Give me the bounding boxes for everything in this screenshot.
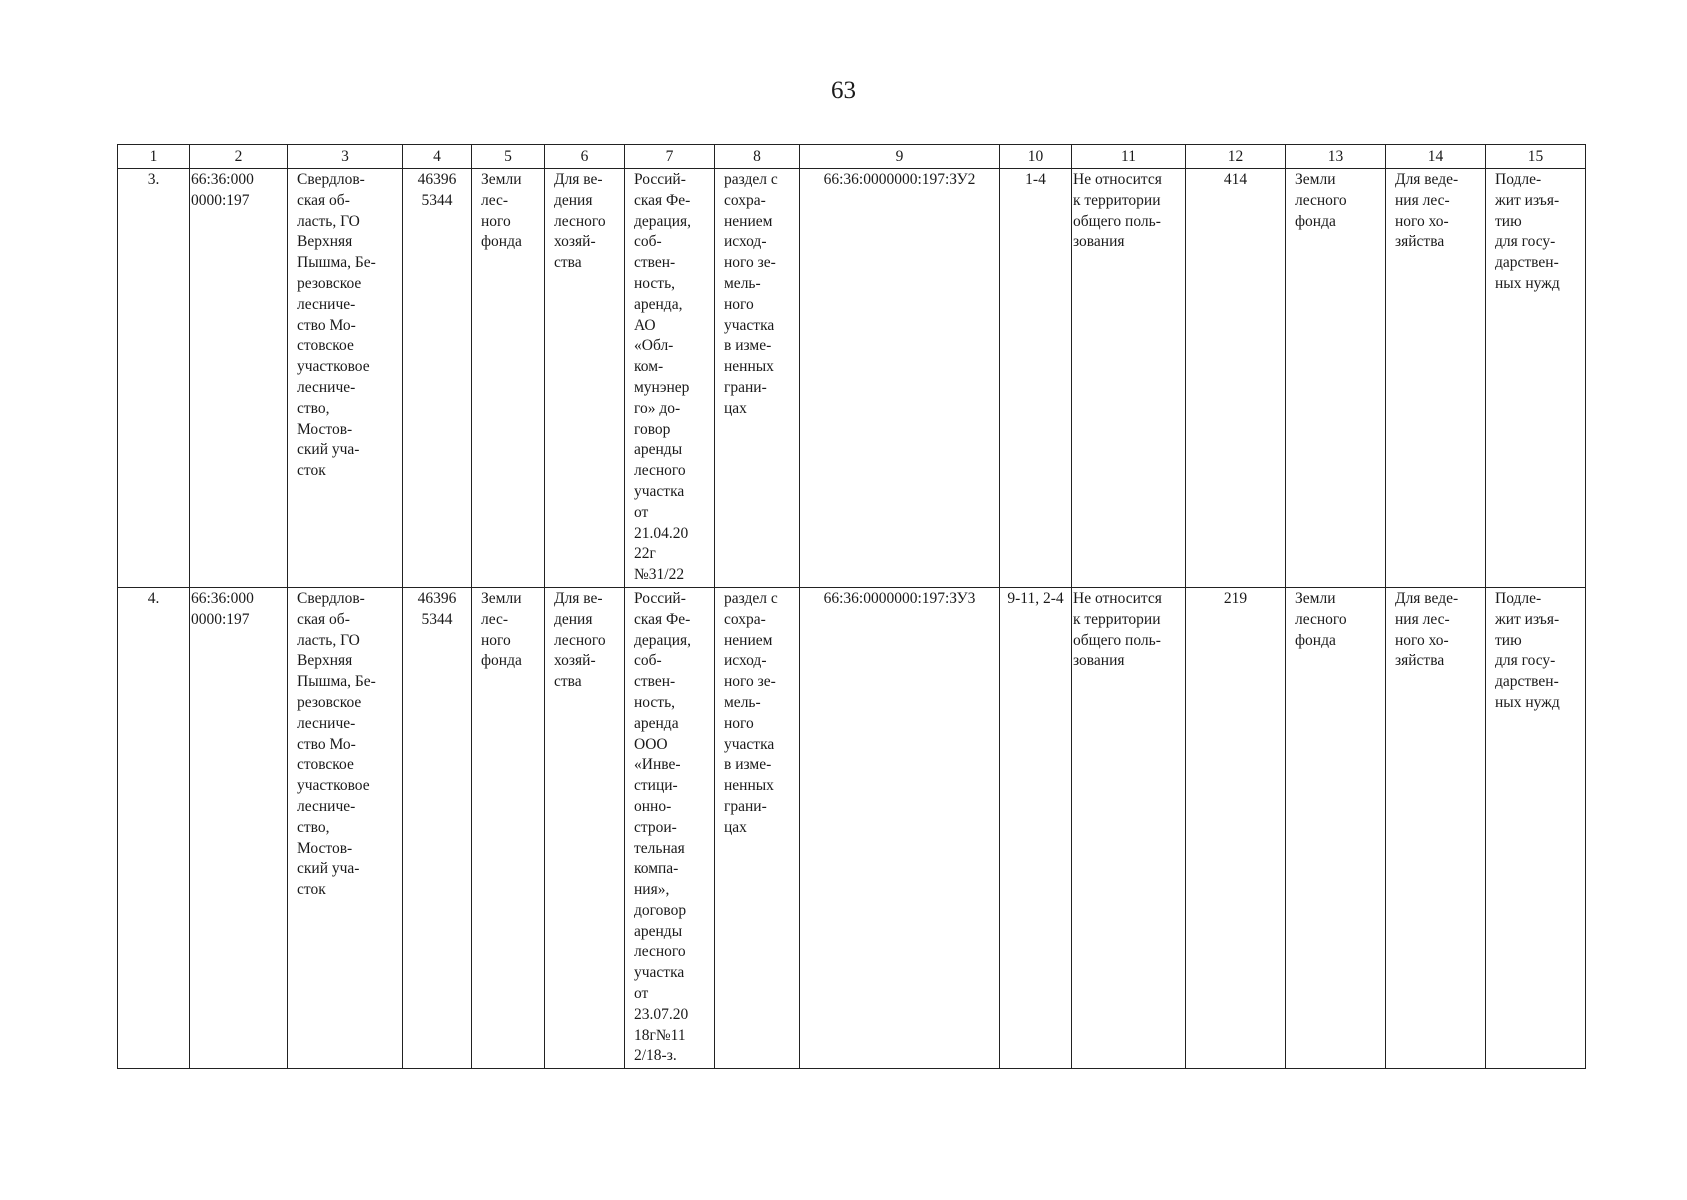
new-area-cell: 414 (1186, 169, 1286, 588)
note-cell: Подле- жит изъя- тию для госу- дарствен- ных нужд (1486, 587, 1586, 1068)
column-header: 9 (800, 145, 1000, 169)
new-area-cell: 219 (1186, 587, 1286, 1068)
land-category-cell: Земли лес- ного фонда (472, 169, 545, 588)
row-number-cell: 3. (118, 169, 190, 588)
row-number-cell: 4. (118, 587, 190, 1068)
new-land-category-cell: Земли лесного фонда (1286, 169, 1386, 588)
column-header: 1 (118, 145, 190, 169)
public-territory-cell: Не относится к территории общего поль- зования (1072, 169, 1186, 588)
formation-method-cell: раздел с сохра- нением исход- ного зе- мель- ного участка в изме- ненных грани- цах (715, 169, 800, 588)
column-header: 15 (1486, 145, 1586, 169)
table-row (118, 587, 1586, 1068)
page-number: 63 (831, 77, 856, 104)
column-header: 4 (403, 145, 472, 169)
column-header: 5 (472, 145, 545, 169)
column-header: 6 (545, 145, 625, 169)
new-cadastral-number-cell: 66:36:0000000:197:ЗУ2 (800, 169, 1000, 588)
cadastral-number-cell: 66:36:000 0000:197 (190, 587, 288, 1068)
column-header: 12 (1186, 145, 1286, 169)
column-header: 14 (1386, 145, 1486, 169)
location-cell: Свердлов- ская об- ласть, ГО Верхняя Пышма, Бе- резовское лесниче- ство Мо- стовское участковое лесниче- ство, Мостов- ский уча- сток (288, 587, 403, 1068)
column-header: 10 (1000, 145, 1072, 169)
public-territory-cell: Не относится к территории общего поль- зования (1072, 587, 1186, 1068)
area-cell: 46396 5344 (403, 587, 472, 1068)
boundary-points-cell: 9-11, 2-4 (1000, 587, 1072, 1068)
cadastral-number-cell: 66:36:000 0000:197 (190, 169, 288, 588)
new-permitted-use-cell: Для веде- ния лес- ного хо- зяйства (1386, 169, 1486, 588)
column-header: 3 (288, 145, 403, 169)
land-plots-table (117, 144, 1586, 1069)
column-number-row (118, 145, 1586, 169)
rights-cell: Россий- ская Фе- дерация, соб- ствен- ность, аренда ООО «Инве- стици- онно- строи- тельная компа- ния», договор аренды лесного участка от 23.07.20 18г№11 2/18-з. (625, 587, 715, 1068)
area-cell: 46396 5344 (403, 169, 472, 588)
new-cadastral-number-cell: 66:36:0000000:197:ЗУ3 (800, 587, 1000, 1068)
formation-method-cell: раздел с сохра- нением исход- ного зе- мель- ного участка в изме- ненных грани- цах (715, 587, 800, 1068)
new-land-category-cell: Земли лесного фонда (1286, 587, 1386, 1068)
permitted-use-cell: Для ве- дения лесного хозяй- ства (545, 587, 625, 1068)
land-category-cell: Земли лес- ного фонда (472, 587, 545, 1068)
column-header: 7 (625, 145, 715, 169)
column-header: 11 (1072, 145, 1186, 169)
column-header: 13 (1286, 145, 1386, 169)
column-header: 2 (190, 145, 288, 169)
boundary-points-cell: 1-4 (1000, 169, 1072, 588)
new-permitted-use-cell: Для веде- ния лес- ного хо- зяйства (1386, 587, 1486, 1068)
note-cell: Подле- жит изъя- тию для госу- дарствен- ных нужд (1486, 169, 1586, 588)
rights-cell: Россий- ская Фе- дерация, соб- ствен- ность, аренда, АО «Обл- ком- мунэнер го» до- говор аренды лесного участка от 21.04.20 22г №31/22 (625, 169, 715, 588)
permitted-use-cell: Для ве- дения лесного хозяй- ства (545, 169, 625, 588)
location-cell: Свердлов- ская об- ласть, ГО Верхняя Пышма, Бе- резовское лесниче- ство Мо- стовское участковое лесниче- ство, Мостов- ский уча- сток (288, 169, 403, 588)
column-header: 8 (715, 145, 800, 169)
table-row (118, 169, 1586, 588)
